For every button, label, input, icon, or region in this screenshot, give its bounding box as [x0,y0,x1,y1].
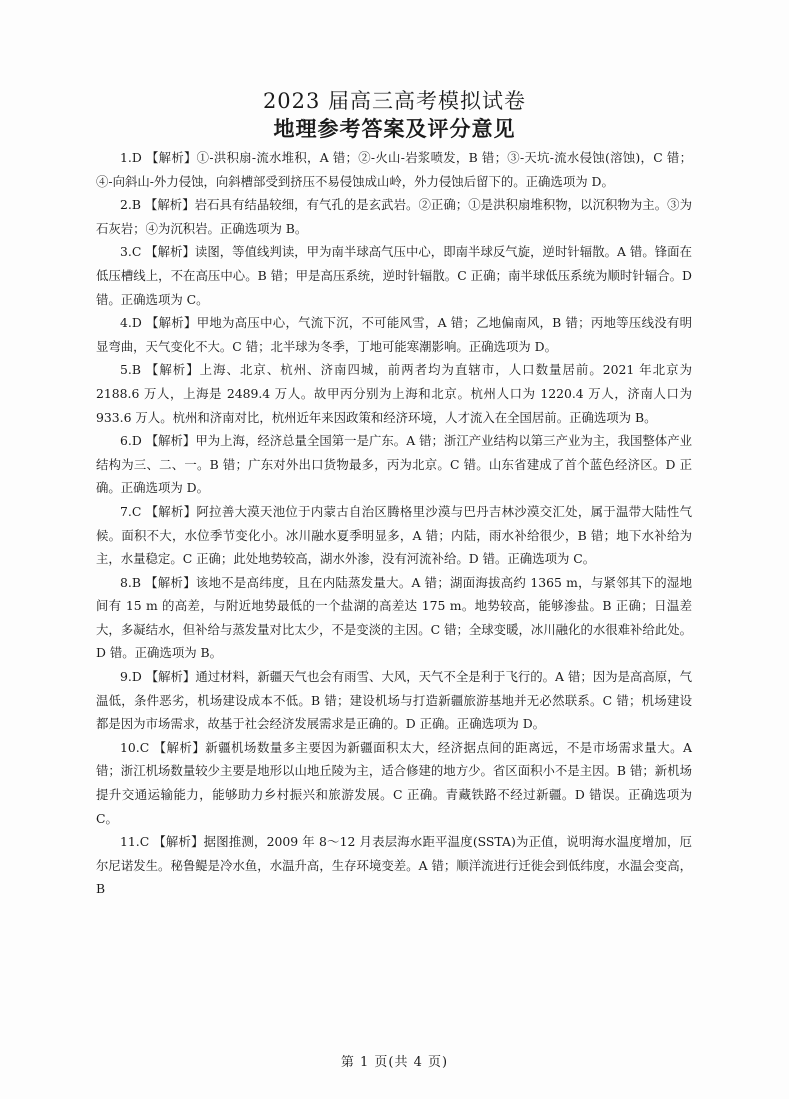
page-number: 第 1 页(共 4 页) [340,1055,449,1070]
answer-item-10: 10.C 【解析】新疆机场数量多主要因为新疆面积太大，经济据点间的距离远，不是市场需求量大。A 错；浙江机场数量较少主要是地形以山地丘陵为主，适合修建的地方少。省区面积小不是主因。B 错；新机场提升交通运输能力，能够助力乡村振兴和旅游发展。C 正确。青藏铁路不经过新疆。D 错误。正确选项为 C。 [96,739,692,826]
answer-item-1: 1.D 【解析】①-洪积扇-流水堆积，A 错；②-火山-岩浆喷发，B 错；③-天坑-流水侵蚀(溶蚀)，C 错；④-向斜山-外力侵蚀，向斜槽部受到挤压不易侵蚀成山岭，外力侵蚀后留下的。正确选项为 D。 [96,150,692,189]
answer-item-5: 5.B 【解析】上海、北京、杭州、济南四城，前两者均为直辖市，人口数量居前。2021 年北京为 2188.6 万人，上海是 2489.4 万人。故甲丙分别为上海和北京。杭州人口为 1220.4 万人，济南人口为 933.6 万人。杭州和济南对比，杭州近年来因政策和经济环境，人才流入在全国居前。正确选项为 B。 [96,362,692,425]
answer-item-7: 7.C 【解析】阿拉善大漠天池位于内蒙古自治区腾格里沙漠与巴丹吉林沙漠交汇处，属于温带大陆性气候。面积不大，水位季节变化小。冰川融水夏季明显多，A 错；内陆，雨水补给很少，B 错；地下水补给为主，水量稳定。C 正确；此处地势较高，湖水外渗，没有河流补给。D 错。正确选项为 C。 [96,503,692,567]
exam-title: 2023 届高三高考模拟试卷 [262,89,527,113]
answer-item-2: 2.B 【解析】岩石具有结晶较细，有气孔的是玄武岩。②正确；①是洪积扇堆积物，以沉积物为主。③为石灰岩；④为沉积岩。正确选项为 B。 [96,197,692,236]
answer-item-3: 3.C 【解析】读图，等值线判读，甲为南半球高气压中心，即南半球反气旋，逆时针辐散。A 错。锋面在低压槽线上，不在高压中心。B 错；甲是高压系统，逆时针辐散。C 正确；南半球低压系统为顺时针辐合。D 错。正确选项为 C。 [96,244,692,307]
answer-item-4: 4.D 【解析】甲地为高压中心，气流下沉，不可能风雪，A 错；乙地偏南风，B 错；丙地等压线没有明显弯曲，天气变化不大。C 错；北半球为冬季，丁地可能寒潮影响。正确选项为 D。 [96,315,692,354]
answer-item-8: 8.B 【解析】该地不是高纬度，且在内陆蒸发量大。A 错；湖面海拔高约 1365 m，与紧邻其下的湿地间有 15 m 的高差，与附近地势最低的一个盐湖的高差达 175 m。地势较高，能够渗盐。B 正确；日温差大，多凝结水，但补给与蒸发量对比太少，不是变淡的主因。C 错；全球变暖，冰川融化的水很难补给此处。D 错。正确选项为 B。 [96,574,692,661]
answer-key-subtitle: 地理参考答案及评分意见 [273,116,516,141]
answer-list [96,146,692,901]
answer-item-9: 9.D 【解析】通过材料，新疆天气也会有雨雪、大风，天气不全是利于飞行的。A 错；因为是高高原，气温低，条件恶劣，机场建设成本不低。B 错；建设机场与打造新疆旅游基地并无必然联系。C 错；机场建设都是因为市场需求，故基于社会经济发展需求是正确的。D 正确。正确选项为 D。 [96,669,692,732]
answer-item-11: 11.C 【解析】据图推测，2009 年 8～12 月表层海水距平温度(SSTA)为正值，说明海水温度增加，厄尔尼诺发生。秘鲁鳀是冷水鱼，水温升高，生存环境变差。A 错；顺洋流进行迁徙会到低纬度，水温会变高，B [96,834,692,897]
answer-item-6: 6.D 【解析】甲为上海，经济总量全国第一是广东。A 错；浙江产业结构以第三产业为主，我国整体产业结构为三、二、一。B 错；广东对外出口货物最多，丙为北京。C 错。山东省建成了首个蓝色经济区。D 正确。正确选项为 D。 [96,433,692,496]
